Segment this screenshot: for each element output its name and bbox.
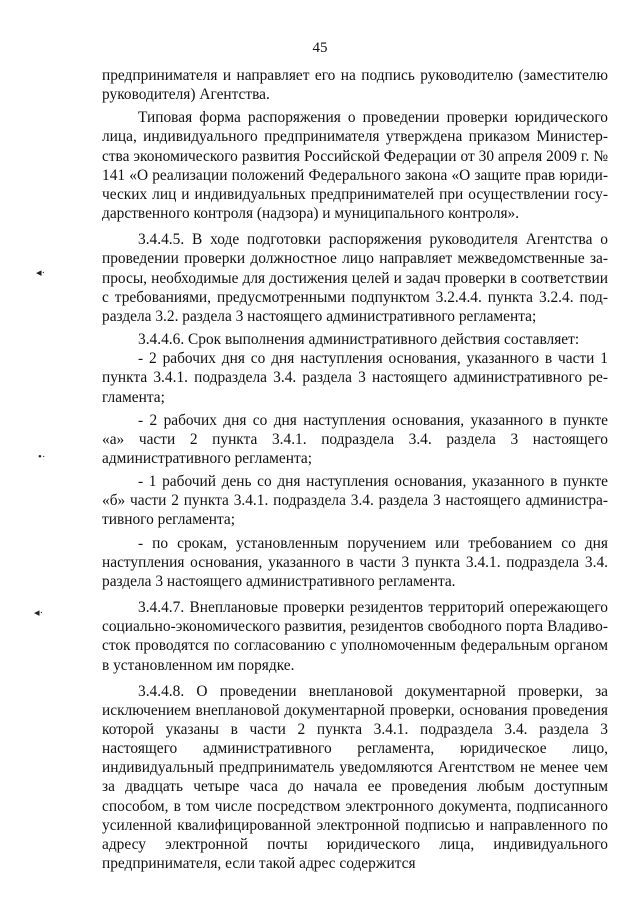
margin-mark-icon: •· — [38, 451, 46, 463]
margin-mark-icon: ◂· — [36, 267, 46, 279]
document-body — [102, 66, 608, 873]
paragraph: 3.4.4.8. О проведении внеплановой документарной проверки, за исключением внеплановой документарной проверки, основания проведения которой указаны в части 2 пункта 3.4.1. подраздела 3.4. раздела 3 настоящего административного регламента, юридическое лицо, индивидуальный предприниматель уведомляются Агентством не менее чем за двадцать четыре часа до начала ее проведения любым доступным способом, в том числе посредством электронного документа, подписанного усиленной квалифицированной электронной подписью и направленного по адресу электронной почты юридического лица, индивидуального предпринимателя, если такой адрес содержится — [102, 682, 608, 873]
page-number: 45 — [312, 40, 328, 56]
paragraph: 3.4.4.5. В ходе подготовки распоряжения руководителя Агентства о проведении проверки должностное лицо направляет межведомственные запросы, необходимые для достижения целей и задач проверки в соответствии с требованиями, предусмотренными подпунктом 3.2.4.4. пункта 3.2.4. подраздела 3.2. раздела 3 настоящего административного регламента; — [102, 231, 608, 325]
paragraph: - 2 рабочих дня со дня наступления основания, указанного в пункте «а» части 2 пункта 3.4.1. подраздела 3.4. раздела 3 настоящего административного регламента; — [102, 411, 608, 467]
paragraph: - 2 рабочих дня со дня наступления основания, указанного в части 1 пункта 3.4.1. подраздела 3.4. раздела 3 настоящего административного регламента; — [102, 350, 608, 406]
paragraph: - по срокам, установленным поручением или требованием со дня наступления основания, указанного в части 3 пункта 3.4.1. подраздела 3.4. раздела 3 настоящего административного регламента. — [102, 534, 608, 590]
paragraph: 3.4.4.6. Срок выполнения административного действия составляет: — [138, 331, 580, 349]
margin-mark-icon: ◂· — [34, 607, 44, 619]
paragraph: Типовая форма распоряжения о проведении проверки юридического лица, индивидуального предпринимателя утверждена приказом Министерства экономического развития Российской Федерации от 30 апреля 2009 г. № 141 «О реализации положений Федерального закона «О защите прав юридических лиц и индивидуальных предпринимателей при осуществлении государственного контроля (надзора) и муниципального контроля». — [102, 109, 608, 223]
paragraph: - 1 рабочий день со дня наступления основания, указанного в пункте «б» части 2 пункта 3.4.1. подраздела 3.4. раздела 3 настоящего административного регламента; — [102, 473, 608, 529]
paragraph: 3.4.4.7. Внеплановые проверки резидентов территорий опережающего социально-экономического развития, резидентов свободного порта Владивосток проводятся по согласованию с уполномоченным федеральным органом в установленном им порядке. — [102, 599, 608, 674]
paragraph: предпринимателя и направляет его на подпись руководителю (заместителю руководителя) Агентства. — [102, 67, 608, 104]
